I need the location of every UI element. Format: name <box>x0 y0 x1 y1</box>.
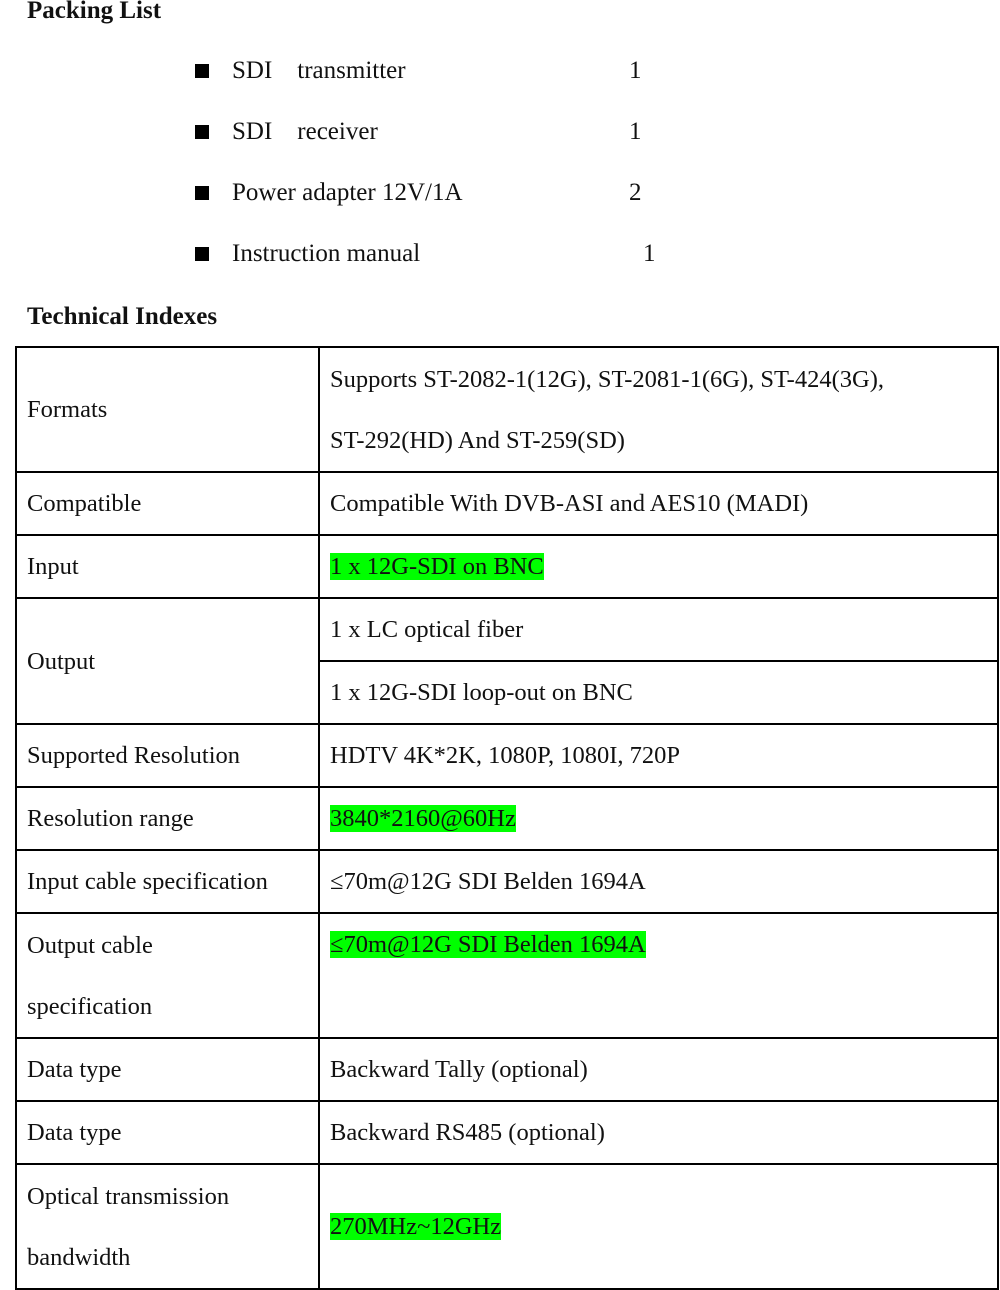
spec-value: 1 x LC optical fiber <box>319 598 998 661</box>
spec-value: ≤70m@12G SDI Belden 1694A <box>319 850 998 913</box>
highlighted-value: 3840*2160@60Hz <box>330 805 516 832</box>
spec-value <box>319 535 998 598</box>
spec-value <box>319 347 998 472</box>
square-bullet-icon <box>195 125 209 139</box>
square-bullet-icon <box>195 64 209 78</box>
spec-key: Compatible <box>16 472 319 535</box>
spec-key: Supported Resolution <box>16 724 319 787</box>
packing-item-name: SDI transmitter <box>232 57 406 84</box>
spec-key: Input cable specification <box>16 850 319 913</box>
table-row <box>16 1164 998 1289</box>
packing-item-qty: 1 <box>643 240 656 267</box>
packing-item-name: SDI receiver <box>232 118 378 145</box>
table-row <box>16 472 998 535</box>
spec-table <box>15 346 999 1290</box>
spec-value: HDTV 4K*2K, 1080P, 1080I, 720P <box>319 724 998 787</box>
packing-list-heading: Packing List <box>27 0 162 24</box>
table-row <box>16 1101 998 1164</box>
spec-key-line: specification <box>27 992 153 1020</box>
spec-key: Data type <box>16 1038 319 1101</box>
spec-value <box>319 787 998 850</box>
highlighted-value: 1 x 12G-SDI on BNC <box>330 553 544 580</box>
packing-item-qty: 2 <box>629 179 642 206</box>
highlighted-value: 270MHz~12GHz <box>330 1213 502 1240</box>
spec-value: Backward Tally (optional) <box>319 1038 998 1101</box>
table-row <box>16 913 998 1038</box>
technical-indexes-heading: Technical Indexes <box>27 303 218 330</box>
square-bullet-icon <box>195 247 209 261</box>
spec-key-line: Optical transmission <box>27 1182 230 1210</box>
spec-key: Resolution range <box>16 787 319 850</box>
packing-item-qty: 1 <box>629 57 642 84</box>
spec-value: 1 x 12G-SDI loop-out on BNC <box>319 661 998 724</box>
spec-key <box>16 913 319 1038</box>
table-row <box>16 535 998 598</box>
spec-value: Compatible With DVB-ASI and AES10 (MADI) <box>319 472 998 535</box>
square-bullet-icon <box>195 186 209 200</box>
spec-value <box>319 1164 998 1289</box>
packing-item <box>195 117 655 147</box>
packing-item <box>195 56 655 86</box>
table-row <box>16 347 998 472</box>
spec-value: Backward RS485 (optional) <box>319 1101 998 1164</box>
table-row <box>16 1038 998 1101</box>
packing-item-name: Instruction manual <box>232 240 421 267</box>
spec-key: Formats <box>16 347 319 472</box>
table-row <box>16 724 998 787</box>
spec-value-line: ST-292(HD) And ST-259(SD) <box>330 426 625 454</box>
packing-item <box>195 178 655 208</box>
spec-key: Output <box>16 598 319 724</box>
table-row <box>16 787 998 850</box>
spec-key-line: bandwidth <box>27 1243 131 1271</box>
packing-item <box>195 239 665 269</box>
highlighted-value: ≤70m@12G SDI Belden 1694A <box>330 931 646 958</box>
table-row <box>16 850 998 913</box>
spec-key <box>16 1164 319 1289</box>
spec-key: Data type <box>16 1101 319 1164</box>
spec-value <box>319 913 998 1038</box>
table-row <box>16 598 998 661</box>
spec-key: Input <box>16 535 319 598</box>
spec-key-line: Output cable <box>27 931 153 959</box>
packing-item-name: Power adapter 12V/1A <box>232 179 463 206</box>
packing-item-qty: 1 <box>629 118 642 145</box>
spec-value-line: Supports ST-2082-1(12G), ST-2081-1(6G), ST-424(3G), <box>330 365 884 393</box>
